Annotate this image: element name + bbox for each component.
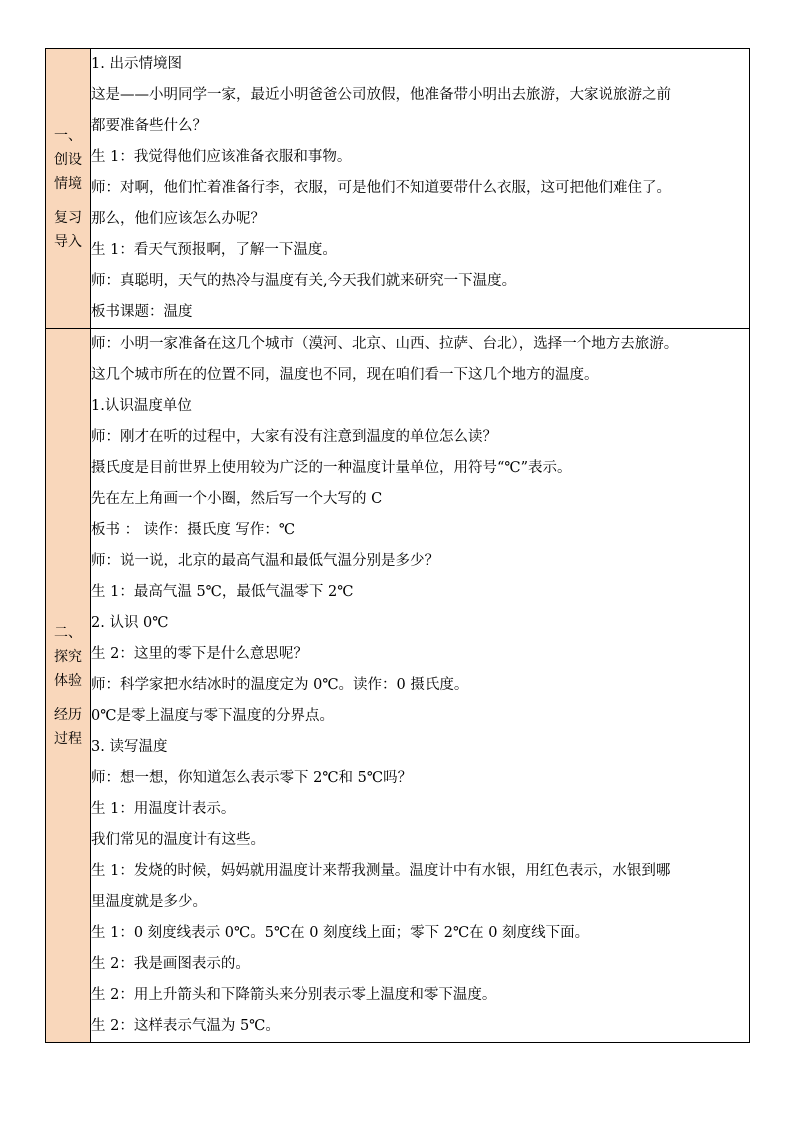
section-label-gap bbox=[46, 693, 90, 703]
section-label-line: 过程 bbox=[54, 730, 82, 747]
section-row-1 bbox=[46, 49, 750, 329]
section-label-line: 体验 bbox=[54, 672, 82, 689]
content-line: 生 1：0 刻度线表示 0℃。5℃在 0 刻度线上面；零下 2℃在 0 刻度线下面。 bbox=[91, 925, 590, 941]
content-line: 生 1：最高气温 5℃，最低气温零下 2℃ bbox=[91, 584, 354, 600]
section-label-line: 探究 bbox=[54, 648, 82, 665]
content-line: 师：说一说，北京的最高气温和最低气温分别是多少？ bbox=[91, 553, 439, 569]
content-line: 我们常见的温度计有这些。 bbox=[91, 832, 265, 848]
section-label-gap bbox=[46, 196, 90, 206]
content-line: 师：科学家把水结冰时的温度定为 0℃。读作：0 摄氏度。 bbox=[91, 677, 469, 693]
section-1-label bbox=[46, 49, 91, 329]
content-line: 那么，他们应该怎么办呢？ bbox=[91, 211, 265, 227]
content-line: 生 2：这样表示气温为 5℃。 bbox=[91, 1018, 280, 1034]
content-line: 师：刚才在听的过程中，大家有没有注意到温度的单位怎么读？ bbox=[91, 429, 497, 445]
section-label-line: 情境 bbox=[54, 175, 82, 192]
section-label-line: 一、 bbox=[54, 127, 82, 144]
content-line: 生 1：用温度计表示。 bbox=[91, 801, 236, 817]
content-line: 1.认识温度单位 bbox=[91, 398, 192, 414]
content-line: 这几个城市所在的位置不同，温度也不同，现在咱们看一下这几个地方的温度。 bbox=[91, 367, 599, 383]
section-2-content bbox=[91, 329, 750, 1043]
content-line: 生 2：用上升箭头和下降箭头来分别表示零上温度和零下温度。 bbox=[91, 987, 497, 1003]
content-line: 0℃是零上温度与零下温度的分界点。 bbox=[91, 708, 334, 724]
section-label-line: 导入 bbox=[54, 233, 82, 250]
section-label-line: 创设 bbox=[54, 151, 82, 168]
content-line: 师：想一想，你知道怎么表示零下 2℃和 5℃吗？ bbox=[91, 770, 413, 786]
content-line: 生 1：看天气预报啊，了解一下温度。 bbox=[91, 242, 337, 258]
content-line: 师：对啊，他们忙着准备行李，衣服，可是他们不知道要带什么衣服，这可把他们难住了。 bbox=[91, 180, 671, 196]
content-line: 生 2：这里的零下是什么意思呢？ bbox=[91, 646, 308, 662]
section-label-line: 二、 bbox=[54, 624, 82, 641]
content-line: 2. 认识 0℃ bbox=[91, 615, 169, 631]
content-line: 生 1：发烧的时候，妈妈就用温度计来帮我测量。温度计中有水银，用红色表示，水银到哪 bbox=[91, 863, 671, 879]
lesson-plan-table bbox=[45, 48, 750, 1043]
section-label-line: 复习 bbox=[54, 209, 82, 226]
content-line: 1. 出示情境图 bbox=[91, 56, 182, 72]
section-label-line: 经历 bbox=[54, 706, 82, 723]
content-line: 板书课题：温度 bbox=[91, 304, 193, 320]
content-line: 摄氏度是目前世界上使用较为广泛的一种温度计量单位，用符号“℃”表示。 bbox=[91, 460, 572, 476]
content-line: 里温度就是多少。 bbox=[91, 894, 207, 910]
section-row-2 bbox=[46, 329, 750, 1043]
content-line: 3. 读写温度 bbox=[91, 739, 168, 755]
content-line: 这是——小明同学一家，最近小明爸爸公司放假，他准备带小明出去旅游，大家说旅游之前 bbox=[91, 87, 671, 103]
content-line: 师：小明一家准备在这几个城市（漠河、北京、山西、拉萨、台北），选择一个地方去旅游。 bbox=[91, 336, 679, 352]
content-line: 生 1：我觉得他们应该准备衣服和事物。 bbox=[91, 149, 352, 165]
content-line: 都要准备些什么？ bbox=[91, 118, 207, 134]
content-line: 师：真聪明，天气的热冷与温度有关,今天我们就来研究一下温度。 bbox=[91, 273, 517, 289]
content-line: 先在左上角画一个小圈，然后写一个大写的 C bbox=[91, 491, 383, 507]
content-line: 生 2：我是画图表示的。 bbox=[91, 956, 250, 972]
section-1-content bbox=[91, 49, 750, 329]
content-line: 板书 ： 读作：摄氏度 写作：℃ bbox=[91, 522, 296, 538]
section-2-label bbox=[46, 329, 91, 1043]
